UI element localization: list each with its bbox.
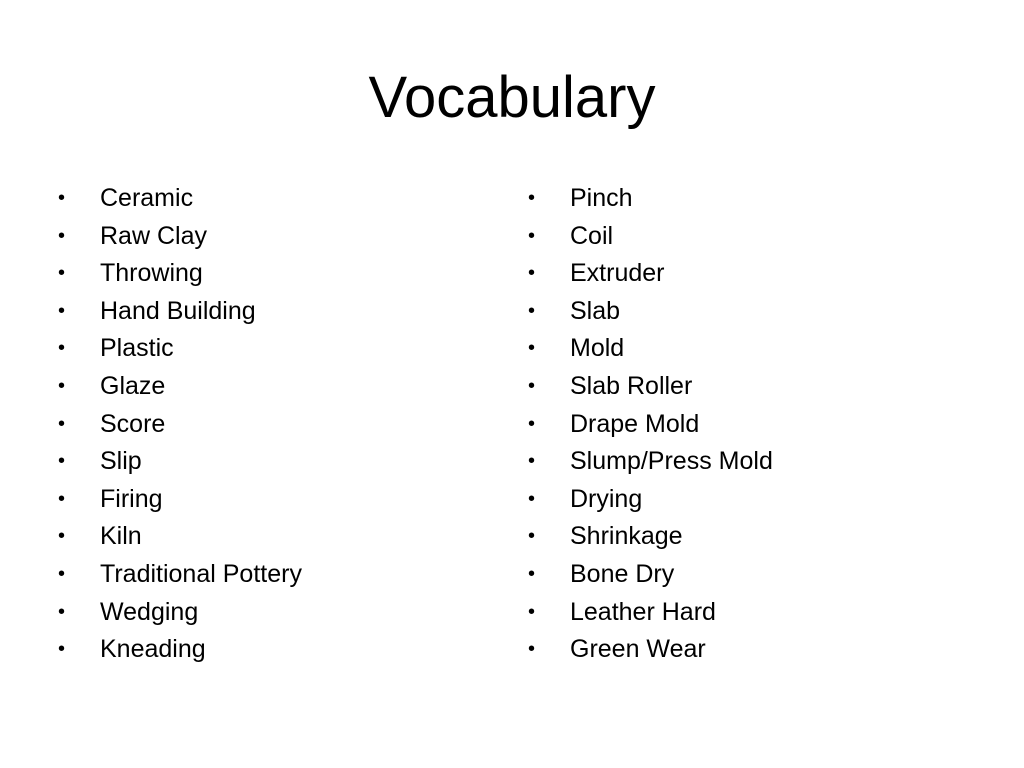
bullet-icon: • bbox=[58, 224, 66, 247]
slide-title: Vocabulary bbox=[368, 65, 656, 130]
bullet-icon: • bbox=[58, 374, 66, 397]
vocabulary-item bbox=[58, 218, 478, 256]
bullet-icon: • bbox=[528, 374, 536, 397]
vocabulary-term: Wedging bbox=[100, 597, 199, 626]
vocabulary-item bbox=[528, 330, 968, 368]
vocabulary-item bbox=[58, 443, 478, 481]
vocabulary-term: Drape Mold bbox=[570, 409, 700, 438]
vocabulary-item bbox=[528, 368, 968, 406]
vocabulary-term: Green Wear bbox=[570, 635, 706, 664]
vocabulary-item bbox=[58, 481, 478, 519]
vocabulary-term: Extruder bbox=[570, 259, 665, 288]
bullet-icon: • bbox=[58, 299, 66, 322]
bullet-icon: • bbox=[58, 412, 66, 435]
vocabulary-term: Bone Dry bbox=[570, 559, 675, 588]
vocabulary-item bbox=[58, 556, 478, 594]
vocabulary-item bbox=[58, 368, 478, 406]
vocabulary-item bbox=[528, 443, 968, 481]
vocabulary-item bbox=[528, 218, 968, 256]
bullet-icon: • bbox=[58, 600, 66, 623]
vocabulary-term: Mold bbox=[570, 334, 625, 363]
vocabulary-term: Kiln bbox=[100, 522, 142, 551]
bullet-icon: • bbox=[528, 299, 536, 322]
vocabulary-term: Slump/Press Mold bbox=[570, 447, 773, 476]
vocabulary-item bbox=[528, 406, 968, 444]
bullet-icon: • bbox=[528, 600, 536, 623]
bullet-icon: • bbox=[58, 638, 66, 661]
vocabulary-item bbox=[58, 255, 478, 293]
bullet-icon: • bbox=[528, 262, 536, 285]
vocabulary-item bbox=[58, 406, 478, 444]
vocabulary-term: Throwing bbox=[100, 259, 203, 288]
vocabulary-item bbox=[58, 518, 478, 556]
vocabulary-term: Coil bbox=[570, 221, 614, 250]
vocabulary-term: Plastic bbox=[100, 334, 174, 363]
bullet-icon: • bbox=[528, 562, 536, 585]
bullet-icon: • bbox=[58, 450, 66, 473]
bullet-icon: • bbox=[528, 525, 536, 548]
vocabulary-item bbox=[58, 631, 478, 669]
vocabulary-term: Ceramic bbox=[100, 184, 194, 212]
vocabulary-item bbox=[58, 180, 478, 218]
vocabulary-term: Traditional Pottery bbox=[100, 559, 302, 588]
vocabulary-term: Slab Roller bbox=[570, 371, 693, 400]
bullet-icon: • bbox=[58, 525, 66, 548]
vocabulary-item bbox=[528, 594, 968, 632]
vocabulary-item bbox=[528, 556, 968, 594]
vocabulary-term: Shrinkage bbox=[570, 522, 683, 551]
vocabulary-item bbox=[528, 518, 968, 556]
bullet-icon: • bbox=[528, 412, 536, 435]
bullet-icon: • bbox=[528, 450, 536, 473]
bullet-icon: • bbox=[58, 262, 66, 285]
vocabulary-term: Kneading bbox=[100, 635, 206, 664]
vocabulary-term: Slip bbox=[100, 447, 142, 476]
vocabulary-list-left bbox=[58, 180, 478, 669]
vocabulary-list-right bbox=[528, 180, 968, 669]
vocabulary-item bbox=[528, 255, 968, 293]
vocabulary-item bbox=[58, 330, 478, 368]
vocabulary-term: Pinch bbox=[570, 184, 633, 212]
vocabulary-term: Score bbox=[100, 409, 166, 438]
vocabulary-item bbox=[58, 594, 478, 632]
vocabulary-item bbox=[58, 293, 478, 331]
vocabulary-term: Slab bbox=[570, 296, 621, 325]
bullet-icon: • bbox=[58, 337, 66, 360]
bullet-icon: • bbox=[528, 337, 536, 360]
bullet-icon: • bbox=[58, 487, 66, 510]
vocabulary-term: Leather Hard bbox=[570, 597, 716, 626]
vocabulary-term: Drying bbox=[570, 484, 643, 513]
bullet-icon: • bbox=[58, 562, 66, 585]
vocabulary-term: Raw Clay bbox=[100, 221, 207, 250]
bullet-icon: • bbox=[528, 187, 536, 209]
vocabulary-item bbox=[528, 293, 968, 331]
bullet-icon: • bbox=[528, 638, 536, 661]
vocabulary-term: Hand Building bbox=[100, 296, 256, 325]
vocabulary-term: Firing bbox=[100, 484, 163, 513]
bullet-icon: • bbox=[528, 224, 536, 247]
vocabulary-item bbox=[528, 631, 968, 669]
bullet-icon: • bbox=[528, 487, 536, 510]
vocabulary-item bbox=[528, 180, 968, 218]
bullet-icon: • bbox=[58, 187, 66, 209]
vocabulary-term: Glaze bbox=[100, 371, 166, 400]
vocabulary-item bbox=[528, 481, 968, 519]
